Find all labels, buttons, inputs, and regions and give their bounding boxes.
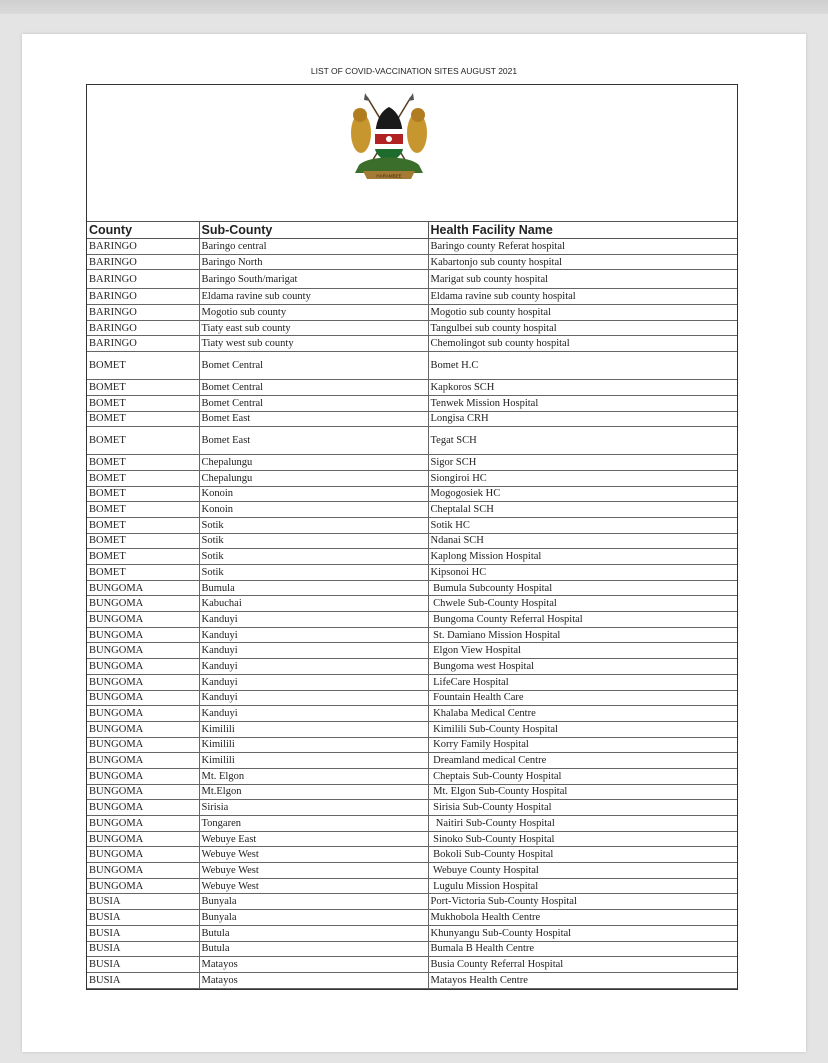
table-row	[87, 395, 737, 411]
sub-county-cell: Matayos	[199, 972, 428, 988]
facility-name-cell: Busia County Referral Hospital	[428, 957, 737, 973]
county-cell: BUNGOMA	[87, 737, 199, 753]
facility-name-cell: Kipsonoi HC	[428, 565, 737, 581]
table-row	[87, 352, 737, 380]
county-cell: BUNGOMA	[87, 878, 199, 894]
table-row	[87, 549, 737, 565]
facility-name-cell: Bumula Subcounty Hospital	[428, 580, 737, 596]
table-row	[87, 753, 737, 769]
table-row	[87, 768, 737, 784]
sub-county-cell: Baringo South/marigat	[199, 270, 428, 289]
county-cell: BOMET	[87, 565, 199, 581]
county-cell: BOMET	[87, 470, 199, 486]
county-cell: BUNGOMA	[87, 596, 199, 612]
table-row	[87, 320, 737, 336]
table-row	[87, 612, 737, 628]
table-row	[87, 847, 737, 863]
table-row	[87, 972, 737, 988]
facility-name-cell: Chemolingot sub county hospital	[428, 336, 737, 352]
county-cell: BOMET	[87, 380, 199, 396]
table-row	[87, 289, 737, 305]
table-row	[87, 270, 737, 289]
table-row	[87, 336, 737, 352]
table-row	[87, 706, 737, 722]
sub-county-cell: Webuye West	[199, 878, 428, 894]
facility-name-cell: Sotik HC	[428, 517, 737, 533]
sub-county-cell: Baringo North	[199, 254, 428, 270]
sub-county-cell: Kimilili	[199, 737, 428, 753]
facility-name-cell: Khalaba Medical Centre	[428, 706, 737, 722]
table-row	[87, 674, 737, 690]
facility-name-cell: St. Damiano Mission Hospital	[428, 627, 737, 643]
table-row	[87, 831, 737, 847]
sub-county-cell: Bomet East	[199, 427, 428, 455]
sub-county-cell: Bumula	[199, 580, 428, 596]
facility-name-cell: Elgon View Hospital	[428, 643, 737, 659]
sub-county-cell: Kanduyi	[199, 674, 428, 690]
table-row	[87, 596, 737, 612]
facility-name-cell: Mogogosiek HC	[428, 486, 737, 502]
county-cell: BUNGOMA	[87, 706, 199, 722]
sub-county-cell: Bomet Central	[199, 380, 428, 396]
sub-county-cell: Webuye East	[199, 831, 428, 847]
facility-name-cell: Cheptais Sub-County Hospital	[428, 768, 737, 784]
sub-county-cell: Kanduyi	[199, 643, 428, 659]
facility-name-cell: Kabartonjo sub county hospital	[428, 254, 737, 270]
sub-county-cell: Bomet East	[199, 411, 428, 427]
sub-county-cell: Butula	[199, 925, 428, 941]
county-cell: BUNGOMA	[87, 627, 199, 643]
county-cell: BUNGOMA	[87, 768, 199, 784]
table-row	[87, 721, 737, 737]
county-cell: BARINGO	[87, 254, 199, 270]
facility-name-cell: Mogotio sub county hospital	[428, 305, 737, 321]
table-row	[87, 659, 737, 675]
header-sub-county: Sub-County	[199, 222, 428, 239]
header-facility-name: Health Facility Name	[428, 222, 737, 239]
county-cell: BARINGO	[87, 270, 199, 289]
sub-county-cell: Kimilili	[199, 721, 428, 737]
facility-name-cell: Dreamland medical Centre	[428, 753, 737, 769]
county-cell: BUSIA	[87, 925, 199, 941]
county-cell: BUSIA	[87, 894, 199, 910]
sub-county-cell: Matayos	[199, 957, 428, 973]
table-row	[87, 239, 737, 255]
facility-name-cell: Bumala B Health Centre	[428, 941, 737, 957]
facility-name-cell: Cheptalal SCH	[428, 502, 737, 518]
table-row	[87, 580, 737, 596]
coat-of-arms-emblem	[345, 93, 433, 183]
facility-name-cell: Mukhobola Health Centre	[428, 910, 737, 926]
sub-county-cell: Tongaren	[199, 816, 428, 832]
county-cell: BOMET	[87, 549, 199, 565]
table-row	[87, 565, 737, 581]
county-cell: BARINGO	[87, 305, 199, 321]
facility-name-cell: Baringo county Referat hospital	[428, 239, 737, 255]
county-cell: BARINGO	[87, 320, 199, 336]
county-cell: BUNGOMA	[87, 580, 199, 596]
county-cell: BOMET	[87, 502, 199, 518]
county-cell: BUSIA	[87, 910, 199, 926]
county-cell: BUNGOMA	[87, 612, 199, 628]
sub-county-cell: Butula	[199, 941, 428, 957]
sub-county-cell: Tiaty east sub county	[199, 320, 428, 336]
sub-county-cell: Kanduyi	[199, 627, 428, 643]
facility-name-cell: Port-Victoria Sub-County Hospital	[428, 894, 737, 910]
facility-name-cell: Bomet H.C	[428, 352, 737, 380]
sub-county-cell: Sotik	[199, 517, 428, 533]
table-row	[87, 517, 737, 533]
table-row	[87, 863, 737, 879]
sub-county-cell: Konoin	[199, 486, 428, 502]
table-row	[87, 643, 737, 659]
sub-county-cell: Bunyala	[199, 910, 428, 926]
table-row	[87, 737, 737, 753]
sub-county-cell: Mt. Elgon	[199, 768, 428, 784]
county-cell: BOMET	[87, 486, 199, 502]
table-row	[87, 816, 737, 832]
table-row	[87, 427, 737, 455]
table-row	[87, 925, 737, 941]
facility-name-cell: Siongiroi HC	[428, 470, 737, 486]
county-cell: BUNGOMA	[87, 863, 199, 879]
sub-county-cell: Mt.Elgon	[199, 784, 428, 800]
table-row	[87, 305, 737, 321]
sub-county-cell: Sotik	[199, 549, 428, 565]
viewer-top-bar	[0, 0, 828, 14]
facility-name-cell: Eldama ravine sub county hospital	[428, 289, 737, 305]
table-row	[87, 957, 737, 973]
sub-county-cell: Mogotio sub county	[199, 305, 428, 321]
county-cell: BUNGOMA	[87, 659, 199, 675]
emblem-area	[87, 85, 737, 222]
table-row	[87, 800, 737, 816]
table-header-row	[87, 222, 737, 239]
document-page	[22, 34, 806, 1052]
sub-county-cell: Kimilili	[199, 753, 428, 769]
county-cell: BUNGOMA	[87, 721, 199, 737]
sub-county-cell: Bomet Central	[199, 395, 428, 411]
county-cell: BUSIA	[87, 972, 199, 988]
vaccination-sites-table	[87, 222, 737, 989]
sub-county-cell: Kanduyi	[199, 690, 428, 706]
facility-name-cell: Tenwek Mission Hospital	[428, 395, 737, 411]
county-cell: BOMET	[87, 352, 199, 380]
document-title: LIST OF COVID-VACCINATION SITES AUGUST 2021	[310, 66, 518, 76]
sub-county-cell: Bomet Central	[199, 352, 428, 380]
sub-county-cell: Chepalungu	[199, 455, 428, 471]
header-county: County	[87, 222, 199, 239]
sub-county-cell: Eldama ravine sub county	[199, 289, 428, 305]
table-row	[87, 486, 737, 502]
table-body	[87, 239, 737, 989]
county-cell: BUNGOMA	[87, 690, 199, 706]
table-row	[87, 254, 737, 270]
table-row	[87, 941, 737, 957]
table-row	[87, 455, 737, 471]
table-row	[87, 784, 737, 800]
county-cell: BUNGOMA	[87, 831, 199, 847]
table-row	[87, 878, 737, 894]
county-cell: BOMET	[87, 411, 199, 427]
facility-name-cell: Sigor SCH	[428, 455, 737, 471]
sub-county-cell: Webuye West	[199, 863, 428, 879]
facility-name-cell: Lugulu Mission Hospital	[428, 878, 737, 894]
table-row	[87, 470, 737, 486]
facility-name-cell: Ndanai SCH	[428, 533, 737, 549]
county-cell: BOMET	[87, 427, 199, 455]
county-cell: BARINGO	[87, 239, 199, 255]
county-cell: BUNGOMA	[87, 784, 199, 800]
sub-county-cell: Webuye West	[199, 847, 428, 863]
facility-name-cell: Sirisia Sub-County Hospital	[428, 800, 737, 816]
facility-name-cell: Tangulbei sub county hospital	[428, 320, 737, 336]
facility-name-cell: Kaplong Mission Hospital	[428, 549, 737, 565]
county-cell: BUNGOMA	[87, 753, 199, 769]
sub-county-cell: Sirisia	[199, 800, 428, 816]
table-row	[87, 894, 737, 910]
emblem-motto: HARAMBEE	[376, 173, 402, 179]
county-cell: BUSIA	[87, 941, 199, 957]
facility-name-cell: Webuye County Hospital	[428, 863, 737, 879]
table-row	[87, 910, 737, 926]
sub-county-cell: Kabuchai	[199, 596, 428, 612]
county-cell: BUNGOMA	[87, 643, 199, 659]
facility-name-cell: Naitiri Sub-County Hospital	[428, 816, 737, 832]
table-row	[87, 627, 737, 643]
county-cell: BUNGOMA	[87, 847, 199, 863]
county-cell: BARINGO	[87, 336, 199, 352]
sub-county-cell: Chepalungu	[199, 470, 428, 486]
facility-name-cell: Fountain Health Care	[428, 690, 737, 706]
county-cell: BOMET	[87, 533, 199, 549]
facility-name-cell: Matayos Health Centre	[428, 972, 737, 988]
sub-county-cell: Sotik	[199, 565, 428, 581]
sub-county-cell: Sotik	[199, 533, 428, 549]
facility-name-cell: Marigat sub county hospital	[428, 270, 737, 289]
facility-name-cell: Khunyangu Sub-County Hospital	[428, 925, 737, 941]
sub-county-cell: Konoin	[199, 502, 428, 518]
county-cell: BOMET	[87, 455, 199, 471]
table-row	[87, 411, 737, 427]
sub-county-cell: Kanduyi	[199, 706, 428, 722]
table-row	[87, 533, 737, 549]
county-cell: BUNGOMA	[87, 800, 199, 816]
facility-name-cell: Longisa CRH	[428, 411, 737, 427]
sub-county-cell: Bunyala	[199, 894, 428, 910]
facility-name-cell: Mt. Elgon Sub-County Hospital	[428, 784, 737, 800]
table-row	[87, 380, 737, 396]
county-cell: BARINGO	[87, 289, 199, 305]
facility-name-cell: Sinoko Sub-County Hospital	[428, 831, 737, 847]
facility-name-cell: Kimilili Sub-County Hospital	[428, 721, 737, 737]
facility-name-cell: LifeCare Hospital	[428, 674, 737, 690]
sub-county-cell: Tiaty west sub county	[199, 336, 428, 352]
sub-county-cell: Baringo central	[199, 239, 428, 255]
county-cell: BOMET	[87, 395, 199, 411]
facility-name-cell: Chwele Sub-County Hospital	[428, 596, 737, 612]
facility-name-cell: Tegat SCH	[428, 427, 737, 455]
sub-county-cell: Kanduyi	[199, 612, 428, 628]
facility-name-cell: Bokoli Sub-County Hospital	[428, 847, 737, 863]
sub-county-cell: Kanduyi	[199, 659, 428, 675]
county-cell: BUSIA	[87, 957, 199, 973]
facility-name-cell: Korry Family Hospital	[428, 737, 737, 753]
table-row	[87, 690, 737, 706]
county-cell: BUNGOMA	[87, 816, 199, 832]
facility-name-cell: Bungoma County Referral Hospital	[428, 612, 737, 628]
county-cell: BOMET	[87, 517, 199, 533]
table-row	[87, 502, 737, 518]
table-frame	[86, 84, 738, 990]
county-cell: BUNGOMA	[87, 674, 199, 690]
facility-name-cell: Kapkoros SCH	[428, 380, 737, 396]
facility-name-cell: Bungoma west Hospital	[428, 659, 737, 675]
